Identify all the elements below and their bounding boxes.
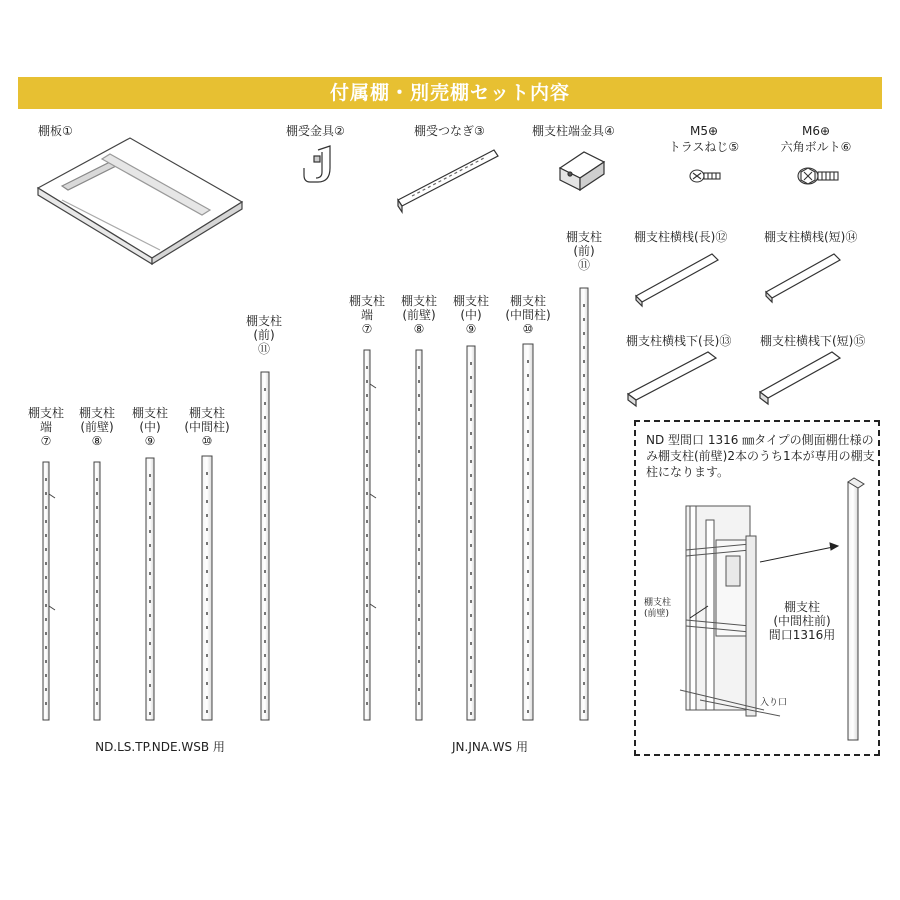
post-hole: [583, 542, 585, 545]
post-hole: [583, 570, 585, 573]
post-hole: [264, 584, 266, 587]
post-hole: [366, 660, 368, 663]
post-hole: [470, 656, 472, 659]
post-hole: [45, 618, 47, 621]
post-hole: [470, 530, 472, 533]
post-hole: [149, 558, 151, 561]
post-hole: [264, 542, 266, 545]
post-hole: [418, 394, 420, 397]
post-hole: [583, 472, 585, 475]
post-hole: [45, 604, 47, 607]
post-hole: [418, 548, 420, 551]
post-hole: [366, 450, 368, 453]
post-hole: [583, 304, 585, 307]
post-hole: [264, 388, 266, 391]
post-hole: [527, 542, 529, 545]
post-hole: [470, 460, 472, 463]
post-hole: [149, 670, 151, 673]
post-hole: [206, 598, 208, 601]
post-hole: [583, 528, 585, 531]
post-hole: [366, 422, 368, 425]
label-beam-short: 棚支柱横桟(短)⑭: [764, 230, 858, 244]
post-hole: [527, 570, 529, 573]
post-hole: [149, 474, 151, 477]
post-hole: [527, 710, 529, 713]
post-hole: [264, 514, 266, 517]
post-hole: [96, 632, 98, 635]
post-hole: [527, 416, 529, 419]
post-hole: [206, 640, 208, 643]
post-hole: [470, 712, 472, 715]
post-hole: [583, 682, 585, 685]
label-shelf: 棚板①: [38, 124, 73, 138]
post-hole: [418, 618, 420, 621]
label-bracket: 棚受金具②: [286, 124, 345, 138]
post-hole: [96, 576, 98, 579]
post-hole: [583, 640, 585, 643]
post-hole: [583, 696, 585, 699]
post-hole: [264, 668, 266, 671]
label-right-front: 棚支柱 (前) ⑪: [565, 230, 602, 272]
post-hole: [45, 702, 47, 705]
post-hole: [149, 530, 151, 533]
post-hole: [96, 618, 98, 621]
post-hole: [583, 318, 585, 321]
post-hole: [527, 458, 529, 461]
post-hole: [527, 528, 529, 531]
post-hole: [366, 590, 368, 593]
label-beam-long: 棚支柱横桟(長)⑫: [634, 230, 728, 244]
post-hole: [45, 576, 47, 579]
post-hole: [583, 360, 585, 363]
post-hole: [264, 696, 266, 699]
post-hole: [418, 478, 420, 481]
post-hole: [583, 444, 585, 447]
post-hole: [149, 698, 151, 701]
post-right-end: [364, 350, 376, 720]
post-hole: [470, 418, 472, 421]
post-hole: [583, 430, 585, 433]
label-right-middle: 棚支柱 (中) ⑨: [452, 294, 489, 336]
post-hole: [418, 506, 420, 509]
post-hole: [45, 548, 47, 551]
post-hole: [45, 646, 47, 649]
post-hole: [149, 586, 151, 589]
post-hole: [264, 598, 266, 601]
post-hole: [470, 642, 472, 645]
post-hole: [366, 436, 368, 439]
post-hole: [470, 614, 472, 617]
post-hole: [366, 394, 368, 397]
post-hole: [96, 506, 98, 509]
note-box: [634, 420, 880, 756]
post-hole: [264, 710, 266, 713]
truss-screw-drawing: [690, 170, 720, 182]
post-hole: [45, 688, 47, 691]
beam-short-drawing: [766, 254, 840, 302]
post-hole: [206, 486, 208, 489]
post-hole: [264, 612, 266, 615]
label-left-front-wall: 棚支柱 (前壁) ⑧: [78, 406, 115, 448]
post-hole: [470, 628, 472, 631]
label-left-intermediate: 棚支柱 (中間柱) ⑩: [184, 406, 230, 448]
post-hole: [418, 660, 420, 663]
post-hole: [470, 600, 472, 603]
post-hole: [149, 712, 151, 715]
post-hole: [206, 710, 208, 713]
post-hole: [470, 544, 472, 547]
post-hole: [527, 668, 529, 671]
label-m5-code: M5⊕: [689, 124, 719, 138]
post-hole: [470, 572, 472, 575]
post-hole: [583, 486, 585, 489]
post-hole: [527, 612, 529, 615]
post-hole: [418, 520, 420, 523]
post-hole: [149, 642, 151, 645]
post-hole: [149, 614, 151, 617]
post-hole: [583, 416, 585, 419]
post-hole: [206, 682, 208, 685]
post-hole: [206, 570, 208, 573]
post-hole: [470, 488, 472, 491]
post-hole: [418, 632, 420, 635]
post-hole: [264, 570, 266, 573]
post-hole: [527, 626, 529, 629]
caption-right-set: JN.JNA.WS 用: [452, 740, 528, 754]
post-hole: [206, 696, 208, 699]
post-hole: [206, 542, 208, 545]
post-hole: [206, 528, 208, 531]
post-hole: [527, 556, 529, 559]
post-hole: [206, 556, 208, 559]
post-hole: [96, 492, 98, 495]
post-hole: [418, 604, 420, 607]
label-left-end: 棚支柱 端 ⑦: [27, 406, 64, 448]
post-hole: [264, 640, 266, 643]
post-left-front: [261, 372, 269, 720]
post-hole: [206, 500, 208, 503]
post-hole: [149, 544, 151, 547]
post-hole: [470, 390, 472, 393]
post-hole: [583, 374, 585, 377]
post-hole: [366, 478, 368, 481]
post-hole: [264, 500, 266, 503]
post-hole: [418, 534, 420, 537]
label-right-intermediate: 棚支柱 (中間柱) ⑩: [505, 294, 551, 336]
post-hole: [149, 516, 151, 519]
caption-left-set: ND.LS.TP.NDE.WSB 用: [95, 740, 225, 754]
note-entrance-label: 入り口: [760, 698, 788, 708]
post-end-bracket-drawing: [560, 152, 604, 190]
label-right-front-wall: 棚支柱 (前壁) ⑧: [400, 294, 437, 336]
post-hole: [527, 598, 529, 601]
post-hole: [96, 660, 98, 663]
post-hole: [418, 436, 420, 439]
post-hole: [366, 534, 368, 537]
label-right-end: 棚支柱 端 ⑦: [348, 294, 385, 336]
post-hole: [583, 388, 585, 391]
post-hole: [264, 430, 266, 433]
post-hole: [418, 366, 420, 369]
post-hole: [583, 458, 585, 461]
post-hole: [206, 668, 208, 671]
post-hole: [96, 646, 98, 649]
label-beam-lower-long: 棚支柱横桟下(長)⑬: [626, 334, 732, 348]
shelf-connector-drawing: [398, 150, 498, 212]
beam-long-drawing: [636, 254, 718, 306]
post-hole: [418, 646, 420, 649]
post-hole: [527, 402, 529, 405]
post-hole: [264, 444, 266, 447]
post-hole: [527, 500, 529, 503]
label-m6-name: 六角ボルト⑥: [780, 140, 852, 154]
post-hole: [96, 688, 98, 691]
post-hole: [418, 422, 420, 425]
post-hole: [418, 380, 420, 383]
post-hole: [470, 670, 472, 673]
post-hole: [470, 586, 472, 589]
beam-lower-short-drawing: [760, 352, 840, 404]
post-hole: [264, 416, 266, 419]
post-hole: [96, 534, 98, 537]
note-text: ND 型間口 1316 ㎜タイプの側面棚仕様のみ棚支柱(前壁)2本のうち1本が専用の棚支柱になります。: [646, 433, 875, 479]
post-hole: [366, 380, 368, 383]
post-hole: [45, 520, 47, 523]
post-hole: [418, 450, 420, 453]
post-hole: [470, 362, 472, 365]
post-hole: [366, 618, 368, 621]
post-hole: [149, 488, 151, 491]
post-hole: [527, 682, 529, 685]
post-hole: [366, 646, 368, 649]
label-connector: 棚受つなぎ③: [414, 124, 485, 138]
post-hole: [264, 472, 266, 475]
post-hole: [418, 562, 420, 565]
post-hole: [366, 548, 368, 551]
post-hole: [45, 674, 47, 677]
post-hole: [45, 660, 47, 663]
post-hole: [418, 674, 420, 677]
post-hole: [470, 446, 472, 449]
post-hole: [527, 444, 529, 447]
post-hole: [583, 500, 585, 503]
post-hole: [418, 702, 420, 705]
post-hole: [96, 478, 98, 481]
page-title: 付属棚・別売棚セット内容: [329, 82, 570, 104]
post-hole: [418, 590, 420, 593]
post-hole: [527, 388, 529, 391]
post-hole: [264, 458, 266, 461]
post-hole: [96, 590, 98, 593]
post-hole: [96, 604, 98, 607]
post-hole: [470, 698, 472, 701]
post-hole: [527, 486, 529, 489]
post-hole: [583, 346, 585, 349]
post-hole: [149, 684, 151, 687]
post-hole: [96, 702, 98, 705]
post-hole: [366, 562, 368, 565]
label-m6-code: M6⊕: [801, 124, 831, 138]
post-hole: [96, 548, 98, 551]
post-hole: [366, 506, 368, 509]
post-hole: [366, 464, 368, 467]
post-hole: [366, 604, 368, 607]
post-hole: [583, 556, 585, 559]
post-hole: [45, 506, 47, 509]
post-hole: [366, 520, 368, 523]
post-hole: [418, 688, 420, 691]
post-hole: [418, 408, 420, 411]
post-hole: [45, 632, 47, 635]
post-hole: [583, 710, 585, 713]
post-hole: [366, 632, 368, 635]
post-hole: [206, 612, 208, 615]
post-hole: [527, 472, 529, 475]
post-hole: [470, 502, 472, 505]
post-hole: [470, 684, 472, 687]
post-hole: [470, 474, 472, 477]
label-left-middle: 棚支柱 (中) ⑨: [131, 406, 168, 448]
post-hole: [264, 654, 266, 657]
post-hole: [45, 478, 47, 481]
label-post-end-bracket: 棚支柱端金具④: [532, 124, 615, 138]
post-hole: [264, 528, 266, 531]
label-beam-lower-short: 棚支柱横桟下(短)⑮: [760, 334, 866, 348]
post-hole: [206, 514, 208, 517]
post-hole: [418, 492, 420, 495]
post-hole: [206, 626, 208, 629]
post-hole: [149, 572, 151, 575]
post-hole: [366, 408, 368, 411]
post-hole: [206, 584, 208, 587]
post-hole: [470, 404, 472, 407]
post-hole: [470, 558, 472, 561]
post-hole: [264, 626, 266, 629]
post-hole: [470, 376, 472, 379]
post-hole: [583, 402, 585, 405]
post-hole: [527, 696, 529, 699]
post-hole: [96, 562, 98, 565]
post-hole: [45, 562, 47, 565]
post-hole: [527, 514, 529, 517]
post-hole: [418, 464, 420, 467]
beam-lower-long-drawing: [628, 352, 716, 406]
post-hole: [45, 492, 47, 495]
post-hole: [366, 576, 368, 579]
post-hole: [527, 654, 529, 657]
note-callout-label: 棚支柱 (前壁): [644, 598, 672, 619]
post-hole: [149, 502, 151, 505]
post-hole: [149, 600, 151, 603]
post-hole: [264, 556, 266, 559]
post-hole: [206, 654, 208, 657]
post-hole: [527, 360, 529, 363]
post-hole: [583, 598, 585, 601]
note-post-label: 棚支柱 (中間柱前) 間口1316用: [768, 600, 836, 642]
post-hole: [470, 432, 472, 435]
post-hole: [583, 584, 585, 587]
post-hole: [264, 486, 266, 489]
label-left-front: 棚支柱 (前) ⑪: [245, 314, 282, 356]
post-hole: [45, 534, 47, 537]
post-hole: [583, 668, 585, 671]
post-hole: [45, 590, 47, 593]
post-right-intermediate: [523, 344, 533, 720]
post-hole: [206, 472, 208, 475]
label-m5-name: トラスねじ⑤: [668, 140, 740, 154]
post-hole: [527, 374, 529, 377]
post-hole: [527, 640, 529, 643]
post-hole: [264, 402, 266, 405]
post-hole: [527, 430, 529, 433]
post-hole: [583, 332, 585, 335]
post-hole: [149, 656, 151, 659]
post-hole: [366, 688, 368, 691]
shelf-bracket-drawing: [304, 146, 330, 182]
post-hole: [149, 628, 151, 631]
post-hole: [366, 492, 368, 495]
post-hole: [470, 516, 472, 519]
post-left-intermediate: [202, 456, 212, 720]
post-hole: [583, 612, 585, 615]
post-hole: [583, 626, 585, 629]
post-hole: [96, 674, 98, 677]
hex-bolt-drawing: [798, 168, 838, 184]
post-hole: [527, 584, 529, 587]
post-hole: [366, 702, 368, 705]
post-hole: [366, 366, 368, 369]
post-left-end: [43, 462, 55, 720]
post-hole: [418, 576, 420, 579]
shelf-board-drawing: [38, 138, 242, 264]
post-hole: [583, 514, 585, 517]
post-hole: [583, 654, 585, 657]
post-hole: [96, 520, 98, 523]
post-hole: [264, 682, 266, 685]
post-hole: [366, 674, 368, 677]
